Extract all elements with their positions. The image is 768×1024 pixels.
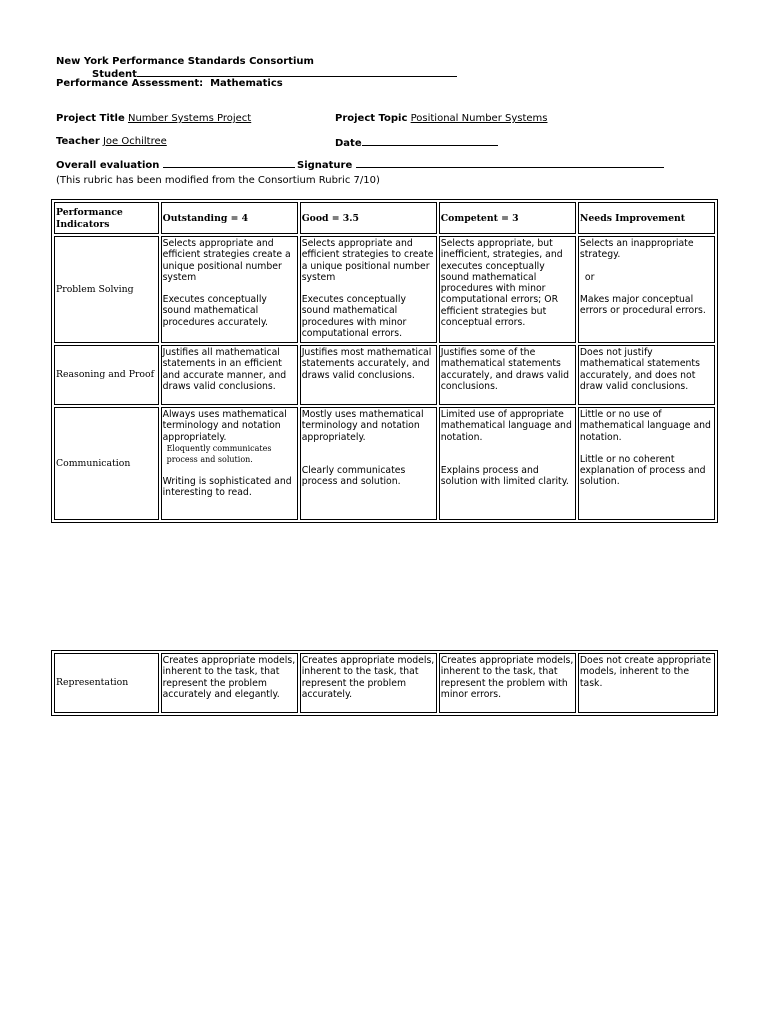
cell-text: Makes major conceptual errors or procedural errors. xyxy=(579,293,706,317)
project-title-value: Number Systems Project xyxy=(127,113,252,124)
date-field xyxy=(335,136,498,150)
signature-blank[interactable] xyxy=(356,158,664,168)
student-label: Student xyxy=(92,69,137,80)
cell-communication-needs xyxy=(578,407,715,520)
teacher-label: Teacher xyxy=(56,136,100,147)
cell-text: Mostly uses mathematical terminology and notation appropriately. xyxy=(301,409,424,443)
indicator-reasoning-and-proof: Reasoning and Proof xyxy=(54,345,159,405)
cell-text: Selects appropriate and efficient strategies to create a unique positional number system xyxy=(301,238,434,283)
project-topic-label: Project Topic xyxy=(335,113,408,124)
cell-communication-competent xyxy=(439,407,576,520)
cell-text: Little or no use of mathematical language and notation. xyxy=(579,409,711,443)
cell-text: or xyxy=(584,271,595,283)
date-label: Date xyxy=(335,138,362,149)
cell-problem-solving-competent: Selects appropriate, but inefficient, strategies, and executes conceptually sound mathematical procedures with minor computational errors; OR efficient strategies but conceptual errors. xyxy=(439,236,576,343)
signature-field xyxy=(297,158,664,172)
header-performance-indicators: Performance Indicators xyxy=(54,202,159,234)
overall-label: Overall evaluation xyxy=(56,160,160,171)
table-row-reasoning xyxy=(54,345,715,405)
table-row-problem-solving xyxy=(54,236,715,343)
cell-communication-outstanding xyxy=(161,407,298,520)
cell-text: Selects appropriate and efficient strategies create a unique positional number system xyxy=(162,238,291,283)
signature-label: Signature xyxy=(297,160,353,171)
header-competent: Competent = 3 xyxy=(439,202,576,234)
cell-reasoning-competent: Justifies some of the mathematical statements accurately, and draws valid conclusions. xyxy=(439,345,576,405)
cell-reasoning-outstanding: Justifies all mathematical statements in an efficient and accurate manner, and draws valid conclusions. xyxy=(161,345,298,405)
cell-reasoning-needs: Does not justify mathematical statements accurately, and does not draw valid conclusions. xyxy=(578,345,715,405)
cell-text: Selects an inappropriate strategy. xyxy=(579,238,694,261)
header-needs-improvement: Needs Improvement xyxy=(578,202,715,234)
cell-text: Explains process and solution with limited clarity. xyxy=(440,464,569,488)
cell-text: Executes conceptually sound mathematical procedures with minor computational errors. xyxy=(301,294,407,340)
date-blank[interactable] xyxy=(362,136,498,146)
overall-field xyxy=(56,158,295,172)
indicator-communication: Communication xyxy=(54,407,159,520)
cell-text: Always uses mathematical terminology and notation appropriately. xyxy=(162,409,287,443)
consortium-title: New York Performance Standards Consortium xyxy=(56,56,314,67)
rubric-table xyxy=(51,199,718,523)
header-outstanding: Outstanding = 4 xyxy=(161,202,298,234)
indicator-representation: Representation xyxy=(54,653,159,713)
cell-text: Clearly communicates process and solution. xyxy=(301,464,406,488)
rubric-table-representation xyxy=(51,650,718,716)
cell-problem-solving-good xyxy=(300,236,437,343)
header-good: Good = 3.5 xyxy=(300,202,437,234)
assessment-title: Performance Assessment: Mathematics xyxy=(56,78,283,89)
project-title-label: Project Title xyxy=(56,113,125,124)
project-title-field xyxy=(56,113,251,125)
cell-representation-outstanding: Creates appropriate models, inherent to the task, that represent the problem accurately and elegantly. xyxy=(161,653,298,713)
cell-text: Executes conceptually sound mathematical procedures accurately. xyxy=(162,294,268,328)
teacher-value: Joe Ochiltree xyxy=(102,136,167,147)
project-topic-value: Positional Number Systems xyxy=(410,113,548,124)
cell-representation-needs: Does not create appropriate models, inherent to the task. xyxy=(578,653,715,713)
cell-text: Writing is sophisticated and interesting to read. xyxy=(162,475,292,499)
cell-reasoning-good: Justifies most mathematical statements accurately, and draws valid conclusions. xyxy=(300,345,437,405)
project-topic-field xyxy=(335,113,547,125)
cell-problem-solving-needs xyxy=(578,236,715,343)
student-blank[interactable] xyxy=(137,67,457,77)
rubric-note: (This rubric has been modified from the Consortium Rubric 7/10) xyxy=(56,175,380,186)
indicator-problem-solving: Problem Solving xyxy=(54,236,159,343)
cell-representation-competent: Creates appropriate models, inherent to the task, that represent the problem with minor errors. xyxy=(439,653,576,713)
cell-text: Little or no coherent explanation of process and solution. xyxy=(579,453,706,488)
table-row-communication xyxy=(54,407,715,520)
cell-text: Limited use of appropriate mathematical language and notation. xyxy=(440,409,572,443)
overall-blank[interactable] xyxy=(163,158,295,168)
cell-problem-solving-outstanding xyxy=(161,236,298,343)
table-header-row xyxy=(54,202,715,234)
teacher-field xyxy=(56,136,167,148)
cell-text: Eloquently communicates process and solution. xyxy=(166,443,272,464)
cell-representation-good: Creates appropriate models, inherent to the task, that represent the problem accurately. xyxy=(300,653,437,713)
table-row-representation xyxy=(54,653,715,713)
cell-communication-good xyxy=(300,407,437,520)
